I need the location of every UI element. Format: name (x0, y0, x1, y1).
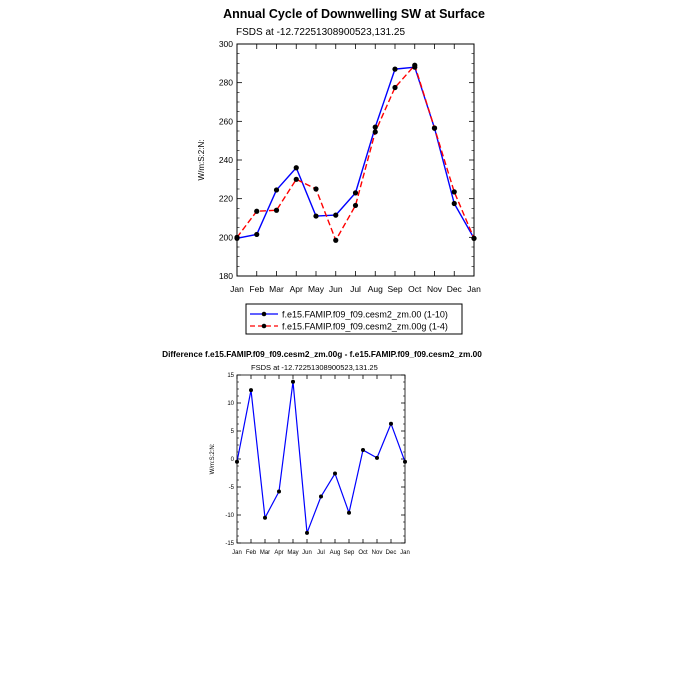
chart2-plot-frame (237, 375, 405, 543)
data-point (432, 126, 437, 131)
data-point (347, 511, 351, 515)
x-tick-label: Feb (249, 284, 265, 294)
x-tick-label: Dec (446, 284, 462, 294)
x-tick-label: Dec (385, 550, 397, 556)
data-point (361, 448, 365, 452)
data-point (319, 495, 323, 499)
x-tick-label: Jan (467, 284, 481, 294)
x-tick-label: Jul (350, 284, 361, 294)
x-tick-label: May (307, 284, 325, 294)
chart1-subtitle: FSDS at -12.72251308900523,131.25 (236, 27, 406, 38)
data-point (291, 380, 295, 384)
x-tick-label: Mar (269, 284, 284, 294)
x-tick-label: Jan (232, 550, 242, 556)
data-point (274, 208, 279, 213)
chart2-title: Difference f.e15.FAMIP.f09_f09.cesm2_zm.00g - f.e15.FAMIP.f09_f09.cesm2_zm.00 (162, 349, 482, 359)
data-point (375, 456, 379, 460)
x-tick-label: Apr (289, 284, 303, 294)
data-point (333, 472, 337, 476)
x-tick-label: Sep (387, 284, 403, 294)
data-point (353, 203, 358, 208)
data-point (305, 531, 309, 535)
y-tick-label: 15 (227, 373, 234, 380)
data-point (274, 187, 279, 192)
x-tick-label: Mar (259, 550, 271, 556)
data-point (263, 516, 267, 520)
y-tick-label: -5 (228, 485, 234, 492)
x-tick-label: Nov (371, 550, 383, 556)
y-tick-label: 260 (218, 116, 233, 127)
x-tick-label: Oct (358, 550, 368, 556)
y-tick-label: 280 (218, 77, 233, 88)
data-point (389, 422, 393, 426)
x-tick-label: Jun (302, 550, 312, 556)
y-tick-label: 240 (218, 154, 233, 165)
data-point (373, 129, 378, 134)
x-tick-label: Sep (343, 550, 355, 556)
difference-chart (162, 349, 482, 556)
x-tick-label: Apr (274, 550, 284, 556)
x-tick-label: Nov (426, 284, 443, 294)
data-point (294, 165, 299, 170)
chart2-y-axis-label: W/m:S:2:N: (210, 443, 216, 475)
legend-label-series-b: f.e15.FAMIP.f09_f09.cesm2_zm.00g (1-4) (282, 321, 448, 332)
data-point (392, 85, 397, 90)
chart1-y-tick-labels (219, 39, 233, 281)
y-tick-label: 220 (218, 193, 233, 204)
y-tick-label: -15 (225, 541, 234, 548)
x-tick-label: Aug (329, 550, 341, 556)
chart2-y-tick-labels (225, 373, 234, 547)
y-tick-label: 10 (227, 401, 234, 408)
data-point (249, 388, 253, 392)
legend-label-series-a: f.e15.FAMIP.f09_f09.cesm2_zm.00 (1-10) (282, 309, 448, 320)
data-point (333, 238, 338, 243)
x-tick-label: Jan (230, 284, 244, 294)
data-point (373, 125, 378, 130)
chart1-title: Annual Cycle of Downwelling SW at Surface (223, 7, 485, 21)
chart1-axis-ticks (237, 44, 474, 276)
x-tick-label: Oct (408, 284, 422, 294)
chart2-data-points (235, 380, 407, 535)
x-tick-label: Jan (400, 550, 410, 556)
series-line-b (237, 65, 474, 240)
y-tick-label: 180 (218, 270, 233, 281)
x-tick-label: Feb (245, 550, 257, 556)
x-tick-label: Aug (367, 284, 383, 294)
data-point (254, 232, 259, 237)
chart1-x-tick-labels (230, 284, 481, 294)
y-tick-label: 5 (230, 429, 234, 436)
chart1-y-axis-label: W/m:S:2:N: (197, 139, 206, 181)
series-line-a (237, 382, 405, 533)
annual-cycle-chart (197, 7, 485, 334)
chart1-plot-frame (237, 44, 474, 276)
data-point (333, 213, 338, 218)
y-tick-label: 300 (218, 38, 233, 49)
data-point (277, 489, 281, 493)
data-point (392, 67, 397, 72)
data-point (313, 213, 318, 218)
data-point (254, 209, 259, 214)
y-tick-label: 200 (218, 232, 233, 243)
chart2-axis-ticks (237, 375, 405, 543)
x-tick-label: Jul (317, 550, 325, 556)
data-point (313, 186, 318, 191)
chart2-subtitle: FSDS at -12.72251308900523,131.25 (251, 363, 378, 372)
y-tick-label: -10 (225, 513, 234, 520)
series-line-a (237, 67, 474, 238)
y-tick-label: 0 (230, 457, 234, 464)
data-point (452, 201, 457, 206)
data-point (353, 190, 358, 195)
x-tick-label: May (287, 550, 299, 556)
chart2-x-tick-labels (232, 550, 410, 556)
x-tick-label: Jun (328, 284, 343, 294)
legend-marker-series-b (262, 324, 267, 329)
data-point (452, 189, 457, 194)
legend-marker-series-a (262, 312, 267, 317)
data-point (412, 63, 417, 68)
chart1-legend (246, 304, 462, 334)
data-point (294, 177, 299, 182)
chart1-series-lines (237, 65, 474, 240)
chart2-series-lines (237, 382, 405, 533)
